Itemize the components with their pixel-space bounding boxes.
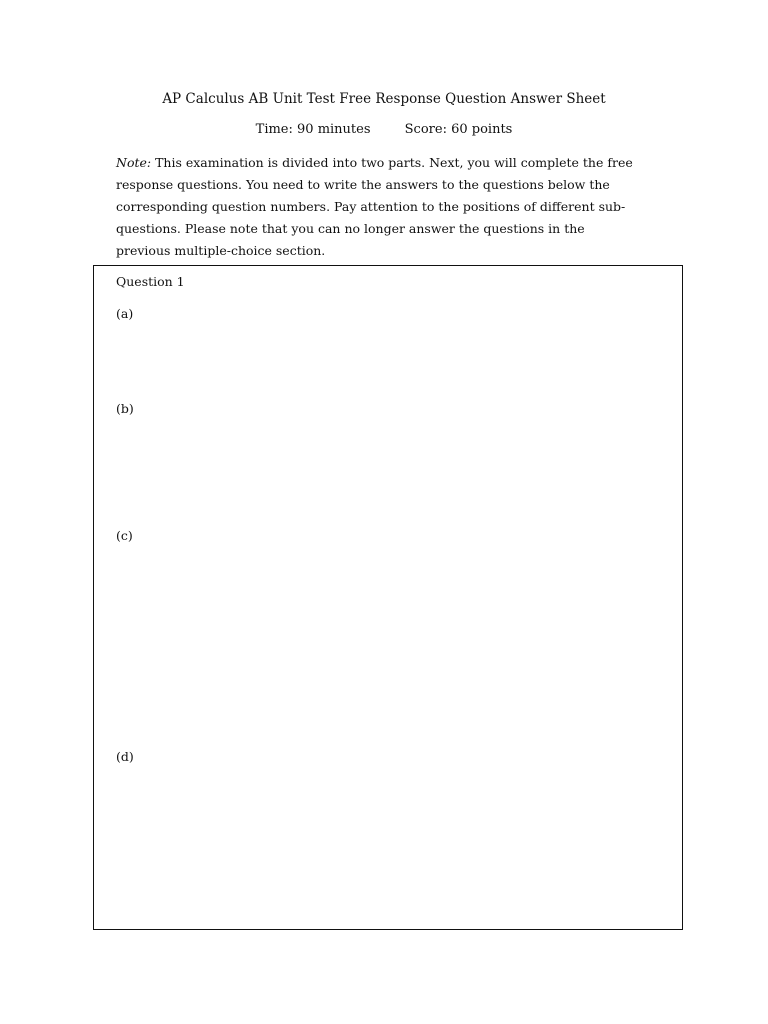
time-limit: Time: 90 minutes: [255, 122, 371, 137]
instructions-note: [116, 152, 636, 262]
part-d-label: (d): [116, 749, 134, 764]
part-c-label: (c): [116, 528, 133, 543]
note-text: This examination is divided into two parts. Next, you will complete the free response questions. You need to write the answers to the questions below the corresponding question numbers. Pay attention to the positions of different sub-questions. Please note that you can no longer answer the questions in the previous multiple-choice section.: [116, 155, 633, 258]
question-label: Question 1: [116, 274, 185, 289]
exam-meta: [0, 121, 768, 139]
page-title: AP Calculus AB Unit Test Free Response Question Answer Sheet: [162, 91, 606, 107]
part-b-label: (b): [116, 401, 134, 416]
score-total: Score: 60 points: [404, 122, 513, 137]
note-label: Note:: [116, 155, 152, 170]
part-a-label: (a): [116, 306, 134, 321]
answer-box[interactable]: [93, 265, 683, 930]
